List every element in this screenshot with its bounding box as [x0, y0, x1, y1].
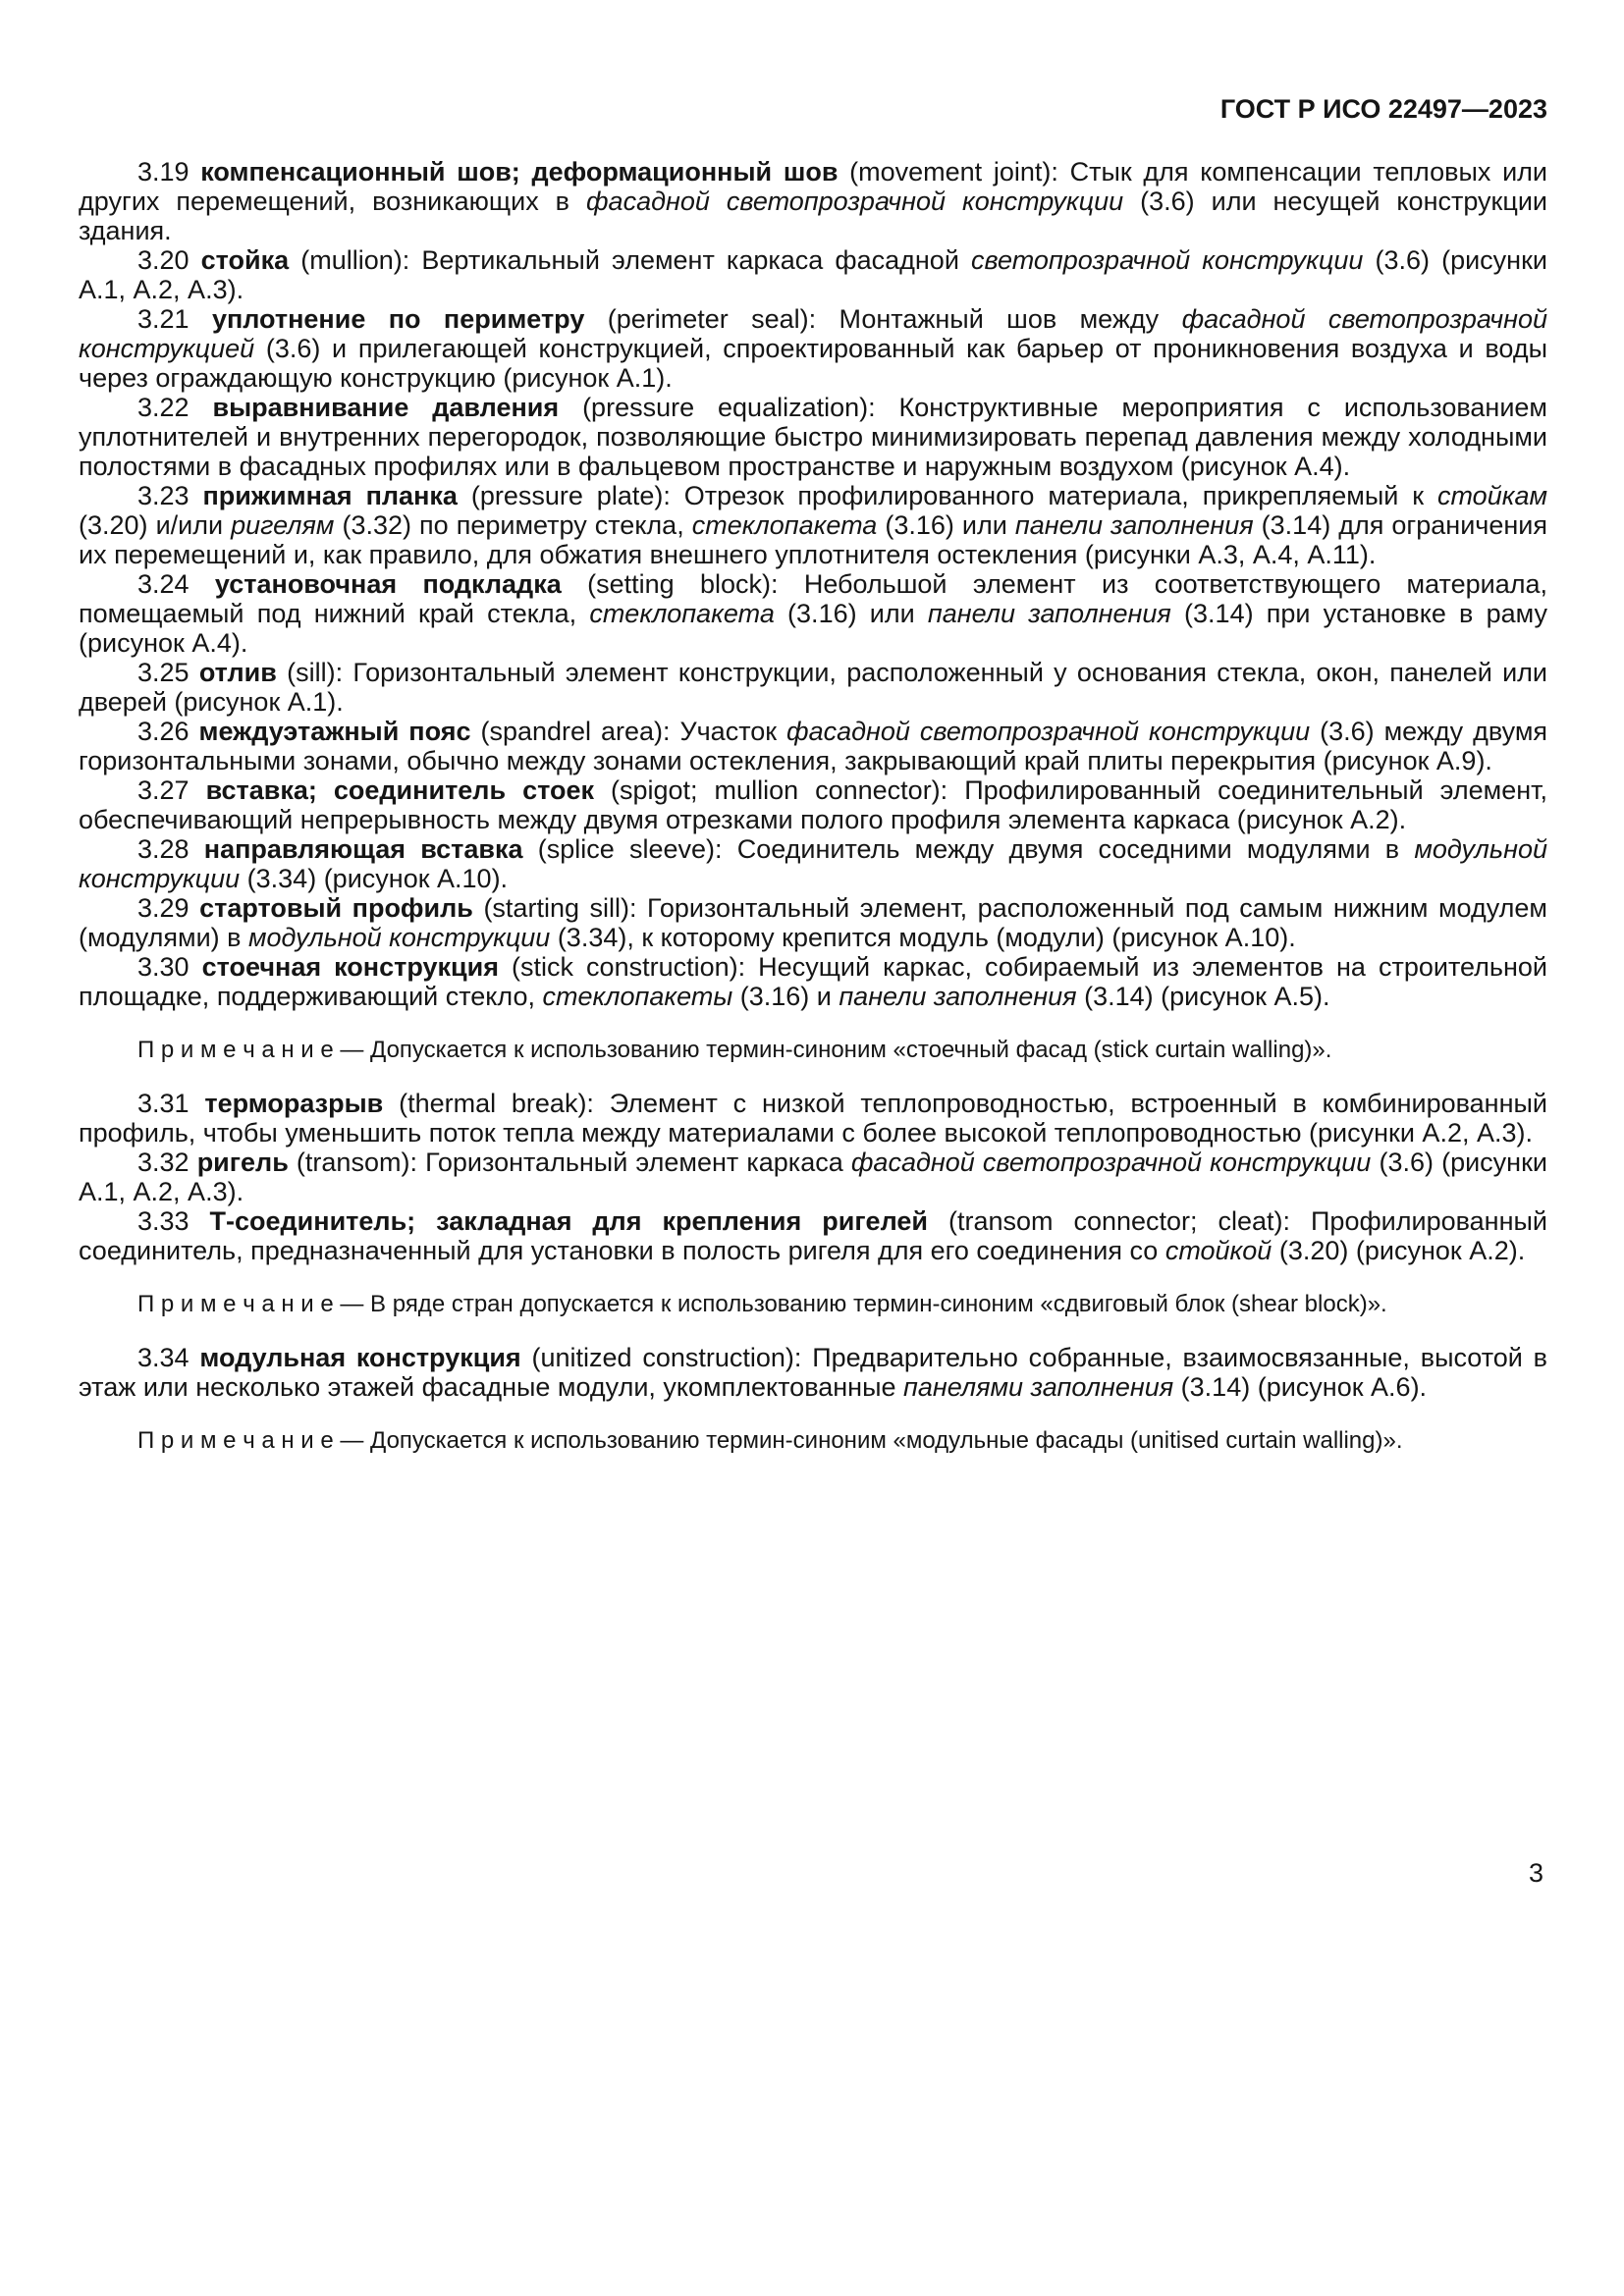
body-text: (mullion): Вертикальный элемент каркаса фасадной — [289, 245, 971, 275]
body-text: (pressure plate): Отрезок профилированного материала, прикрепляемый к — [457, 481, 1437, 510]
body-text: 3.27 — [137, 775, 206, 805]
referenced-term: модульной конструкции — [79, 834, 1547, 893]
referenced-term: панелями заполнения — [903, 1372, 1174, 1402]
body-text: 3.34 — [137, 1343, 200, 1372]
body-text: (3.16) и — [732, 982, 839, 1011]
body-text: (3.6) между двумя горизонтальными зонами, обычно между зонами остекления, закрывающий край плиты перекрытия (рисунок А.9). — [79, 717, 1548, 775]
body-text: 3.28 — [137, 834, 204, 864]
body-text: (3.6) (рисунки А.1, А.2, А.3). — [79, 1148, 1547, 1206]
body-text: (3.16) или — [877, 510, 1015, 540]
body-text: (3.32) по периметру стекла, — [334, 510, 692, 540]
body-text: (3.14) для ограничения их перемещений и, как правило, для обжатия внешнего уплотнителя остекления (рисунки А.3, А.4, А.11). — [79, 510, 1547, 569]
body-text: (transom): Горизонтальный элемент каркаса — [288, 1148, 851, 1177]
definition-paragraph — [79, 393, 1547, 481]
referenced-term: стойкам — [1436, 481, 1547, 510]
body-text: 3.32 — [137, 1148, 197, 1177]
body-text: (spandrel area): Участок — [470, 717, 787, 746]
body-text: П р и м е ч а н и е — Допускается к использованию термин-синоним «стоечный фасад (stick curtain walling)». — [137, 1037, 1332, 1063]
definition-paragraph — [79, 893, 1547, 952]
referenced-term: стеклопакета — [589, 599, 775, 628]
body-text: (sill): Горизонтальный элемент конструкции, расположенный у основания стекла, окон, панелей или дверей (рисунок А.1). — [79, 658, 1547, 717]
body-text: 3.25 — [137, 658, 199, 687]
body-text: (starting sill): Горизонтальный элемент, расположенный под самым нижним модулем (модулями) в — [79, 893, 1547, 952]
term-label: вставка; соединитель стоек — [205, 775, 594, 805]
body-text: (thermal break): Элемент с низкой теплопроводностью, встроенный в комбинированный профиль, чтобы уменьшить поток тепла между материалами с более высокой теплопроводностью (рисунки А.2, А.3). — [79, 1089, 1547, 1148]
definition-paragraph — [79, 569, 1547, 658]
body-text: 3.19 — [137, 157, 201, 187]
definition-paragraph — [79, 1343, 1547, 1402]
referenced-term: фасадной светопрозрачной конструкцией — [79, 304, 1547, 363]
term-label: стойка — [200, 245, 290, 275]
body-text: (3.6) и прилегающей конструкцией, спроектированный как барьер от проникновения воздуха и воды через ограждающую конструкцию (рисунок А.1). — [79, 334, 1547, 393]
definition-paragraph — [79, 658, 1547, 717]
term-label: выравнивание давления — [212, 393, 560, 422]
definition-paragraph — [79, 834, 1547, 893]
referenced-term: светопрозрачной конструкции — [971, 245, 1364, 275]
body-text: (movement joint): Стык для компенсации тепловых или других перемещений, возникающих в — [79, 157, 1547, 216]
definition-paragraph — [79, 304, 1547, 393]
term-label: ригель — [196, 1148, 289, 1177]
body-text: (stick construction): Несущий каркас, собираемый из элементов на строительной площадке, поддерживающий стекло, — [79, 952, 1547, 1011]
referenced-term: модульной конструкции — [248, 923, 551, 952]
body-text: (3.14) (рисунок А.6). — [1173, 1372, 1428, 1402]
body-text: 3.20 — [137, 245, 201, 275]
note-paragraph — [79, 1427, 1547, 1454]
definition-paragraph — [79, 717, 1547, 775]
body-text: 3.29 — [137, 893, 200, 923]
page-number: 3 — [1528, 1858, 1543, 1888]
definition-paragraph — [79, 481, 1547, 569]
body-text: (transom connector; cleat): Профилированный соединитель, предназначенный для установки в полость ригеля для его соединения со — [79, 1206, 1547, 1265]
document-body — [79, 157, 1547, 1454]
body-text: П р и м е ч а н и е — Допускается к использованию термин-синоним «модульные фасады (unitised curtain walling)». — [137, 1427, 1403, 1454]
definition-paragraph — [79, 952, 1547, 1011]
body-text: (setting block): Небольшой элемент из соответствующего материала, помещаемый под нижний край стекла, — [79, 569, 1548, 628]
body-text: (3.6) (рисунки А.1, А.2, А.3). — [79, 245, 1547, 304]
referenced-term: панели заполнения — [839, 982, 1077, 1011]
referenced-term: фасадной светопрозрачной конструкции — [586, 187, 1124, 216]
body-text: 3.23 — [137, 481, 203, 510]
term-label: установочная подкладка — [214, 569, 562, 599]
definition-paragraph — [79, 775, 1547, 834]
body-text: (3.20) (рисунок А.2). — [1272, 1236, 1526, 1265]
body-text: (3.6) или несущей конструкции здания. — [79, 187, 1547, 245]
referenced-term: стойкой — [1164, 1236, 1272, 1265]
document-header: ГОСТ Р ИСО 22497—2023 — [1219, 94, 1547, 124]
term-label: прижимная планка — [202, 481, 458, 510]
body-text: 3.26 — [137, 717, 199, 746]
body-text: П р и м е ч а н и е — В ряде стран допускается к использованию термин-синоним «сдвиговый блок (shear block)». — [137, 1291, 1387, 1317]
referenced-term: стеклопакета — [691, 510, 878, 540]
referenced-term: ригелям — [231, 510, 335, 540]
referenced-term: фасадной светопрозрачной конструкции — [850, 1148, 1372, 1177]
term-label: стоечная конструкция — [201, 952, 499, 982]
term-label: стартовый профиль — [199, 893, 473, 923]
body-text: (3.16) или — [774, 599, 928, 628]
body-text: 3.31 — [137, 1089, 205, 1118]
body-text: 3.33 — [137, 1206, 210, 1236]
body-text: (splice sleeve): Соединитель между двумя соседними модулями в — [522, 834, 1415, 864]
body-text: 3.30 — [137, 952, 202, 982]
body-text: (3.14) при установке в раму (рисунок А.4). — [79, 599, 1547, 658]
referenced-term: стеклопакеты — [542, 982, 733, 1011]
term-label: модульная конструкция — [199, 1343, 521, 1372]
body-text: 3.22 — [137, 393, 213, 422]
definition-paragraph — [79, 157, 1547, 245]
term-label: направляющая вставка — [203, 834, 523, 864]
referenced-term: панели заполнения — [927, 599, 1171, 628]
term-label: терморазрыв — [204, 1089, 384, 1118]
body-text: (unitized construction): Предварительно собранные, взаимосвязанные, высотой в этаж или несколько этажей фасадные модули, укомплектованные — [79, 1343, 1547, 1402]
definition-paragraph — [79, 1206, 1547, 1265]
body-text: 3.21 — [137, 304, 212, 334]
body-text: (spigot; mullion connector): Профилированный соединительный элемент, обеспечивающий непрерывность между двумя отрезками полого профиля элемента каркаса (рисунок А.2). — [79, 775, 1547, 834]
body-text: (3.34), к которому крепится модуль (модули) (рисунок А.10). — [550, 923, 1296, 952]
definition-paragraph — [79, 1089, 1547, 1148]
term-label: отлив — [198, 658, 277, 687]
body-text: (perimeter seal): Монтажный шов между — [584, 304, 1182, 334]
note-paragraph — [79, 1037, 1547, 1063]
body-text: (3.14) (рисунок А.5). — [1076, 982, 1330, 1011]
term-label: уплотнение по периметру — [211, 304, 585, 334]
body-text: (3.34) (рисунок А.10). — [240, 864, 509, 893]
body-text: (3.20) и/или — [79, 510, 232, 540]
term-label: Т-соединитель; закладная для крепления ригелей — [209, 1206, 928, 1236]
term-label: компенсационный шов; деформационный шов — [200, 157, 839, 187]
body-text: 3.24 — [137, 569, 215, 599]
definition-paragraph — [79, 1148, 1547, 1206]
referenced-term: панели заполнения — [1014, 510, 1254, 540]
body-text: (pressure equalization): Конструктивные мероприятия с использованием уплотнителей и внутренних перегородок, позволяющие быстро минимизировать перепад давления между холодными полостями в фасадных профилях или в фальцевом пространстве и наружным воздухом (рисунок А.4). — [79, 393, 1547, 481]
referenced-term: фасадной светопрозрачной конструкции — [786, 717, 1311, 746]
note-paragraph — [79, 1291, 1547, 1317]
definition-paragraph — [79, 245, 1547, 304]
term-label: междуэтажный пояс — [198, 717, 471, 746]
